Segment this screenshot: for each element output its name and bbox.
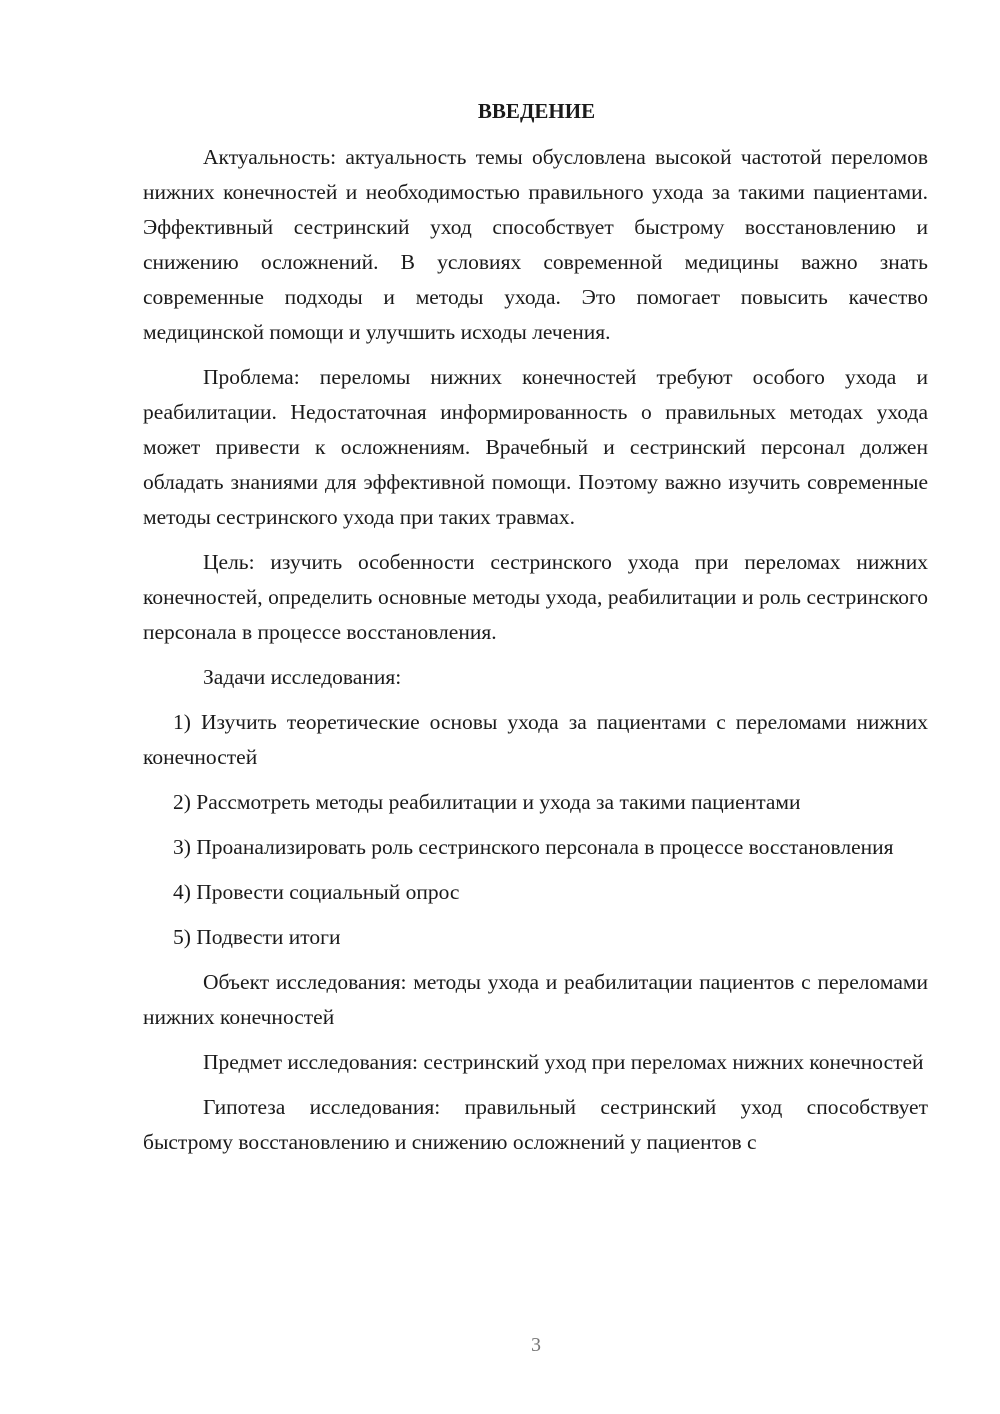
object-paragraph: Объект исследования: методы ухода и реабилитации пациентов с переломами нижних конечностей	[143, 970, 928, 1029]
tasks-list	[143, 705, 928, 955]
page-number: 3	[531, 1334, 541, 1356]
task-item-5: 5) Подвести итоги	[173, 925, 341, 949]
relevance-paragraph: Актуальность: актуальность темы обусловлена высокой частотой переломов нижних конечностей и необходимостью правильного ухода за такими пациентами. Эффективный сестринский уход способствует быстрому восстановлению и снижению осложнений. В условиях современной медицины важно знать современные подходы и методы ухода. Это помогает повысить качество медицинской помощи и улучшить исходы лечения.	[143, 145, 928, 344]
task-item-1: 1) Изучить теоретические основы ухода за пациентами с переломами нижних конечностей	[143, 710, 928, 769]
page-content	[143, 94, 928, 1170]
section-heading: ВВЕДЕНИЕ	[477, 99, 596, 123]
task-item-4: 4) Провести социальный опрос	[173, 880, 460, 904]
tasks-title: Задачи исследования:	[203, 665, 402, 689]
problem-paragraph: Проблема: переломы нижних конечностей требуют особого ухода и реабилитации. Недостаточная информированность о правильных методах ухода может привести к осложнениям. Врачебный и сестринский персонал должен обладать знаниями для эффективной помощи. Поэтому важно изучить современные методы сестринского ухода при таких травмах.	[143, 365, 928, 529]
goal-paragraph: Цель: изучить особенности сестринского ухода при переломах нижних конечностей, определить основные методы ухода, реабилитации и роль сестринского персонала в процессе восстановления.	[143, 550, 928, 644]
subject-paragraph: Предмет исследования: сестринский уход при переломах нижних конечностей	[203, 1050, 924, 1074]
task-item-3: 3) Проанализировать роль сестринского персонала в процессе восстановления	[173, 835, 894, 859]
task-item-2: 2) Рассмотреть методы реабилитации и ухода за такими пациентами	[173, 790, 801, 814]
hypothesis-paragraph: Гипотеза исследования: правильный сестринский уход способствует быстрому восстановлению и снижению осложнений у пациентов с	[143, 1095, 928, 1154]
